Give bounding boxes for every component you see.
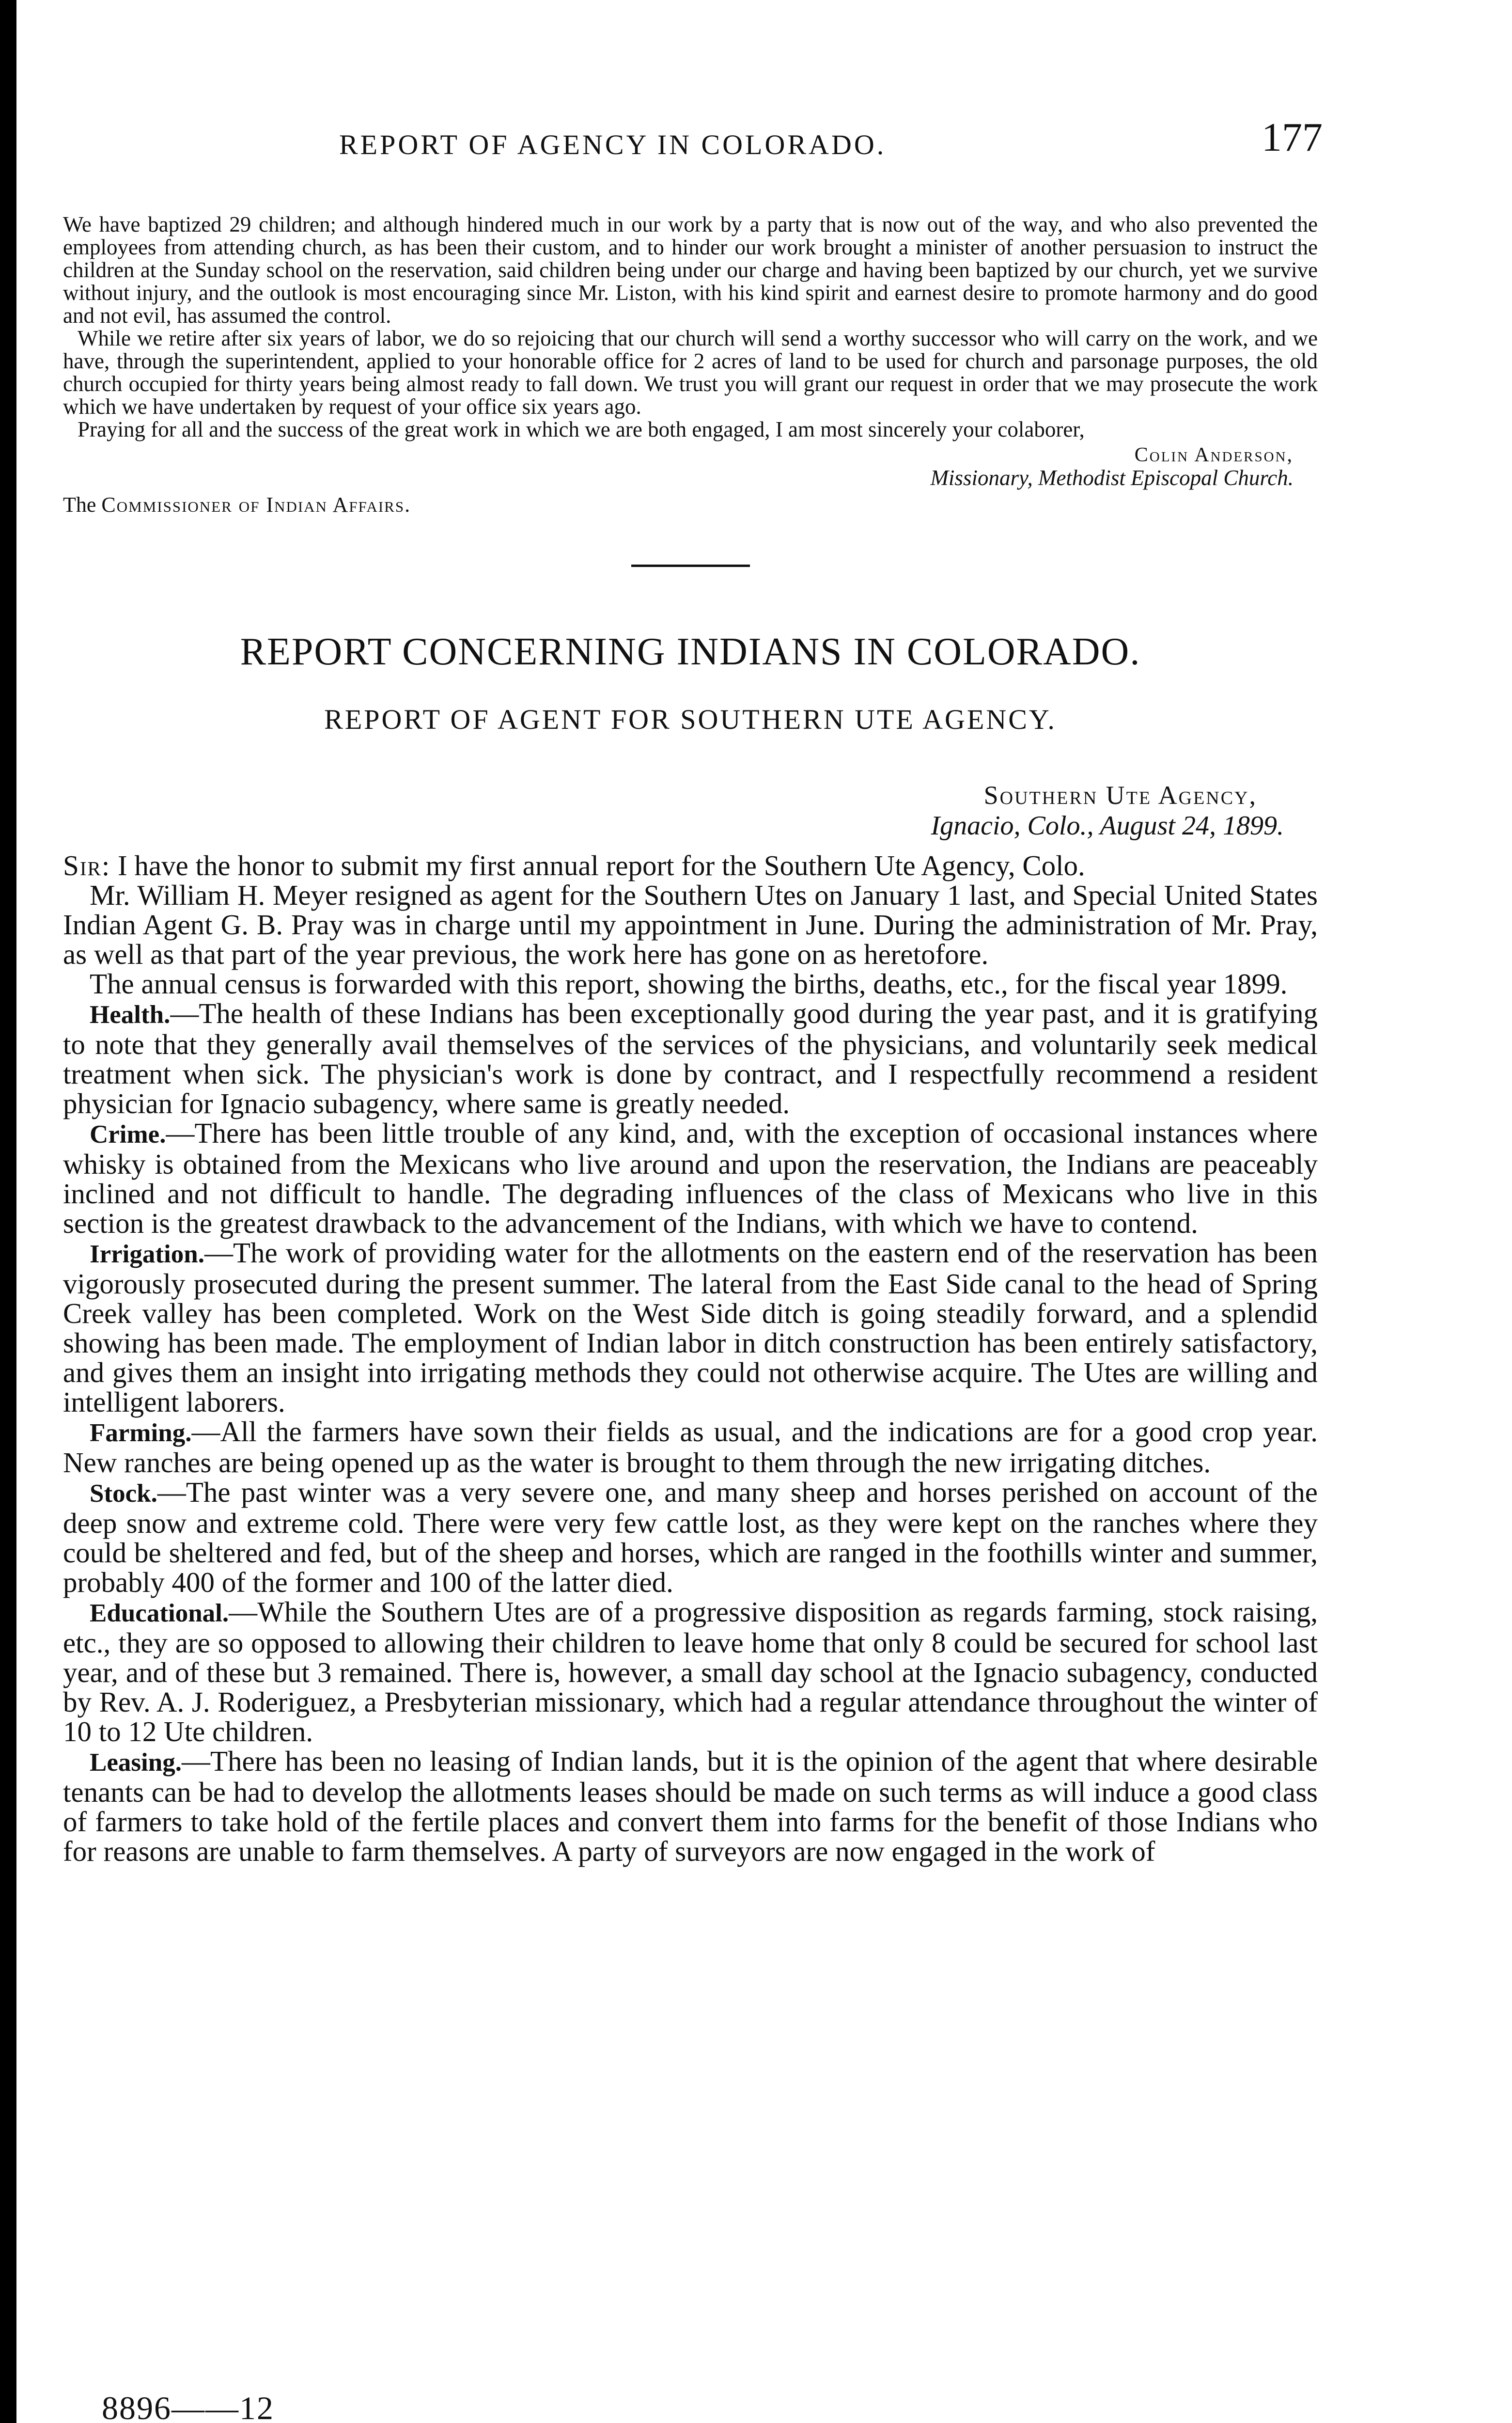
- section-educational: [63, 1597, 1318, 1746]
- section-heading: Farming.: [90, 1419, 192, 1447]
- report-paragraph: The annual census is forwarded with this report, showing the births, deaths, etc., for the fiscal year 1899.: [90, 968, 1288, 1000]
- letter-paragraph: Praying for all and the success of the great work in which we are both engaged, I am most sincerely your colaborer,: [78, 417, 1085, 441]
- document-page: [63, 114, 1323, 1867]
- section-text: —While the Southern Utes are of a progressive disposition as regards farming, stock raising, etc., they are so opposed to allowing their children to leave home that only 8 could be secured for school last year, and of these but 3 remained. There is, however, a small day school at the Ignacio subagency, conducted by Rev. A. J. Roderiguez, a Presbyterian missionary, which had a regular attendance throughout the winter of 10 to 12 Ute children.: [63, 1596, 1318, 1747]
- section-text: —There has been little trouble of any kind, and, with the exception of occasional instances where whisky is obtained from the Mexicans who live around and upon the reservation, the Indians are peaceably inclined and not difficult to handle. The degrading influences of the class of Mexicans who live in this section is the greatest drawback to the advancement of the Indians, with which we have to contend.: [63, 1117, 1318, 1239]
- section-heading: Health.: [90, 1001, 171, 1029]
- section-text: —There has been no leasing of Indian lands, but it is the opinion of the agent that where desirable tenants can be had to develop the allotments leases should be made on such terms as will induce a good class of farmers to take hold of the fertile places and convert them into farms for the benefit of those Indians who for reasons are unable to farm themselves. A party of surveyors are now engaged in the work of: [63, 1745, 1318, 1867]
- section-crime: [63, 1118, 1318, 1238]
- letter-paragraph: We have baptized 29 children; and although hindered much in our work by a party that is now out of the way, and who also prevented the employees from attending church, as has been their custom, and to hinder our work brought a minister of another persuasion to instruct the children at the Sunday school on the reservation, said children being under our charge and having been baptized by our church, yet we survive without injury, and the outlook is most encouraging since Mr. Liston, with his kind spirit and earnest desire to promote harmony and do good and not evil, has assumed the control.: [63, 212, 1318, 328]
- report-opening: [63, 851, 1318, 881]
- section-farming: [63, 1417, 1318, 1478]
- section-stock: [63, 1478, 1318, 1597]
- section-leasing: [63, 1746, 1318, 1866]
- section-heading: Irrigation.: [90, 1240, 204, 1268]
- addressee-name: Commissioner of Indian Affairs.: [101, 493, 411, 517]
- section-text: —The health of these Indians has been exceptionally good during the year past, and it is gratifying to note that they generally avail themselves of the services of the physicians, and voluntarily seek medical treatment when sick. The physician's work is done by contract, and I respectfully recommend a resident physician for Ignacio subagency, where same is greatly needed.: [63, 997, 1318, 1119]
- section-divider: [631, 565, 750, 567]
- dateline-date: Ignacio, Colo., August 24, 1899.: [931, 811, 1284, 841]
- letter-addressee: [63, 493, 1318, 516]
- section-text: —All the farmers have sown their fields as usual, and the indications are for a good crop year. New ranches are being opened up as the water is brought to them through the new irrigating ditches.: [63, 1416, 1318, 1479]
- report-paragraph: Mr. William H. Meyer resigned as agent for the Southern Utes on January 1 last, and Special United States Indian Agent G. B. Pray was in charge until my appointment in June. During the administration of Mr. Pray, as well as that part of the year previous, the work here has gone on as heretofore.: [63, 879, 1318, 970]
- sub-heading: REPORT OF AGENT FOR SOUTHERN UTE AGENCY.: [324, 704, 1057, 735]
- running-head: [63, 114, 1323, 167]
- printer-signature-mark: 8896——12: [102, 2390, 274, 2423]
- salutation: Sir:: [63, 850, 111, 881]
- section-text: —The work of providing water for the allotments on the eastern end of the reservation has been vigorously prosecuted during the present summer. The lateral from the East Side canal to the head of Spring Creek valley has been completed. Work on the West Side ditch is going steadily forward, and a splendid showing has been made. The employment of Indian labor in ditch construction has been entirely satisfactory, and gives them an insight into irrigating methods they could not otherwise acquire. The Utes are willing and intelligent laborers.: [63, 1237, 1318, 1418]
- section-heading: Crime.: [90, 1120, 166, 1149]
- letter-signature-title: Missionary, Methodist Episcopal Church.: [930, 466, 1294, 490]
- page-number: 177: [1262, 115, 1323, 160]
- section-text: —The past winter was a very severe one, and many sheep and horses perished on account of the deep snow and extreme cold. There were very few cattle lost, as they were kept on the ranches where they could be sheltered and fed, but of the sheep and horses, which are ranged in the foothills winter and summer, probably 400 of the former and 100 of the latter died.: [63, 1476, 1318, 1598]
- missionary-letter: [63, 213, 1318, 516]
- letter-signature-name: Colin Anderson,: [1134, 444, 1294, 466]
- section-heading: Leasing.: [90, 1748, 182, 1777]
- section-heading: Stock.: [90, 1479, 157, 1508]
- letter-paragraph: While we retire after six years of labor, we do so rejoicing that our church will send a worthy successor who will carry on the work, and we have, through the superintendent, applied to your honorable office for 2 acres of land to be used for church and parsonage purposes, the old church occupied for thirty years being almost ready to fall down. We trust you will grant our request in order that we may prosecute the work which we have undertaken by request of your office six years ago.: [63, 326, 1318, 419]
- section-heading: Educational.: [90, 1599, 229, 1627]
- main-heading: REPORT CONCERNING INDIANS IN COLORADO.: [240, 630, 1141, 673]
- dateline-place: Southern Ute Agency,: [983, 781, 1257, 810]
- opening-text: I have the honor to submit my first annual report for the Southern Ute Agency, Colo.: [117, 850, 1085, 881]
- section-health: [63, 999, 1318, 1118]
- addressee-prefix: The: [63, 493, 96, 517]
- running-title: REPORT OF AGENCY IN COLORADO.: [339, 129, 887, 160]
- page-edge-shadow: [0, 0, 16, 2423]
- agent-report: [63, 851, 1318, 1866]
- section-irrigation: [63, 1238, 1318, 1417]
